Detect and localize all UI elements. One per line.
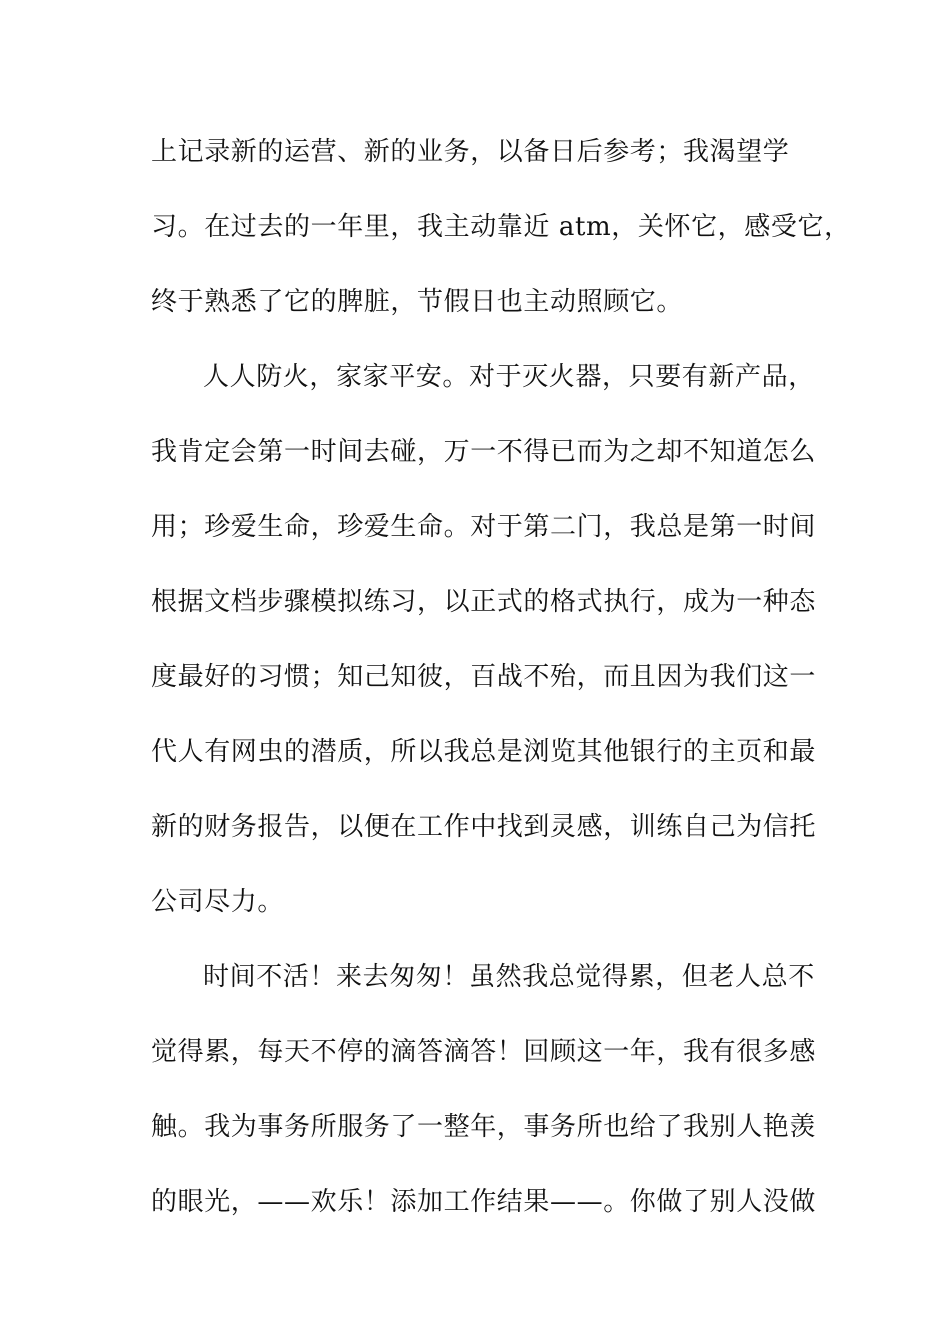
text-line: 触。我为事务所服务了一整年，事务所也给了我别人艳羡 — [151, 1112, 817, 1142]
text-line: 习。在过去的一年里，我主动靠近 atm，关怀它，感受它， — [151, 212, 851, 242]
text-line: 上记录新的运营、新的业务，以备日后参考；我渴望学 — [151, 137, 790, 167]
text-line: 觉得累，每天不停的滴答滴答！回顾这一年，我有很多感 — [151, 1037, 817, 1067]
text-line: 度最好的习惯；知己知彼，百战不殆，而且因为我们这一 — [151, 662, 817, 692]
text-line: 我肯定会第一时间去碰，万一不得已而为之却不知道怎么 — [151, 437, 817, 467]
text-line: 新的财务报告，以便在工作中找到灵感，训练自己为信托 — [151, 812, 817, 842]
text-line: 的眼光，——欢乐！添加工作结果——。你做了别人没做 — [151, 1187, 817, 1217]
text-line: 代人有网虫的潜质，所以我总是浏览其他银行的主页和最 — [151, 737, 817, 767]
paragraph-first-line: 时间不活！来去匆匆！虽然我总觉得累，但老人总不 — [203, 962, 815, 992]
text-line: 终于熟悉了它的脾脏，节假日也主动照顾它。 — [151, 287, 684, 317]
paragraph-first-line: 人人防火，家家平安。对于灭火器，只要有新产品， — [203, 362, 815, 392]
text-line: 用；珍爱生命，珍爱生命。对于第二门，我总是第一时间 — [151, 512, 817, 542]
text-line: 公司尽力。 — [151, 887, 285, 917]
text-line: 根据文档步骤模拟练习，以正式的格式执行，成为一种态 — [151, 587, 817, 617]
